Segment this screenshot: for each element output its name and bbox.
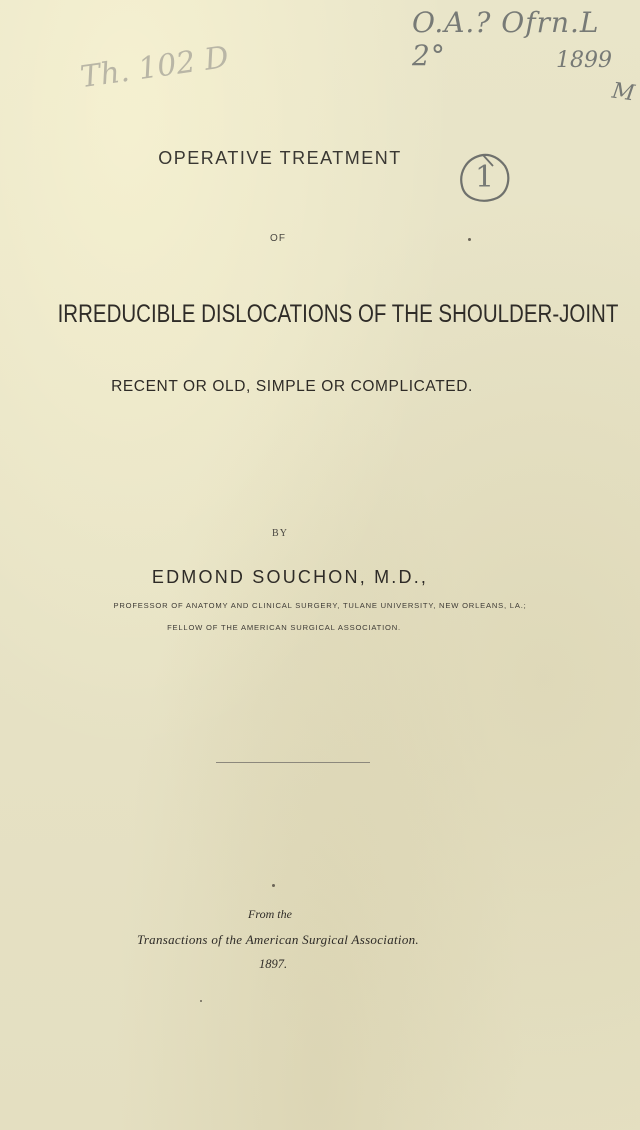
- author-affiliation-2: FELLOW OF THE AMERICAN SURGICAL ASSOCIATION.: [167, 623, 401, 632]
- circled-number: 1: [475, 160, 495, 195]
- title-line-1: OPERATIVE TREATMENT: [158, 148, 402, 168]
- pencil-annotation-top: O.A.? Ofrn.L 2°: [412, 6, 600, 72]
- paper-speck: [272, 884, 275, 887]
- pencil-edge-mark: M: [610, 78, 637, 107]
- author-name: EDMOND SOUCHON, M.D.,: [151, 567, 429, 587]
- paper-speck: [200, 1000, 202, 1002]
- source-from: From the: [248, 907, 292, 921]
- author-affiliation-1: PROFESSOR OF ANATOMY AND CLINICAL SURGERY, TULANE UNIVERSITY, NEW ORLEANS, LA.;: [113, 601, 527, 610]
- paper-speck: [468, 238, 471, 241]
- subtitle: RECENT OR OLD, SIMPLE OR COMPLICATED.: [111, 378, 473, 395]
- title-of: OF: [270, 233, 286, 244]
- source-year: 1897.: [258, 957, 288, 971]
- source-journal: Transactions of the American Surgical Association.: [137, 932, 419, 947]
- main-title: IRREDUCIBLE DISLOCATIONS OF THE SHOULDER-JOINT: [57, 300, 619, 328]
- pencil-annotation-year: 1899: [556, 48, 612, 73]
- faded-shelfmark: Th. 102 D: [78, 39, 231, 96]
- divider-rule: [216, 762, 370, 763]
- by-label: BY: [272, 528, 288, 539]
